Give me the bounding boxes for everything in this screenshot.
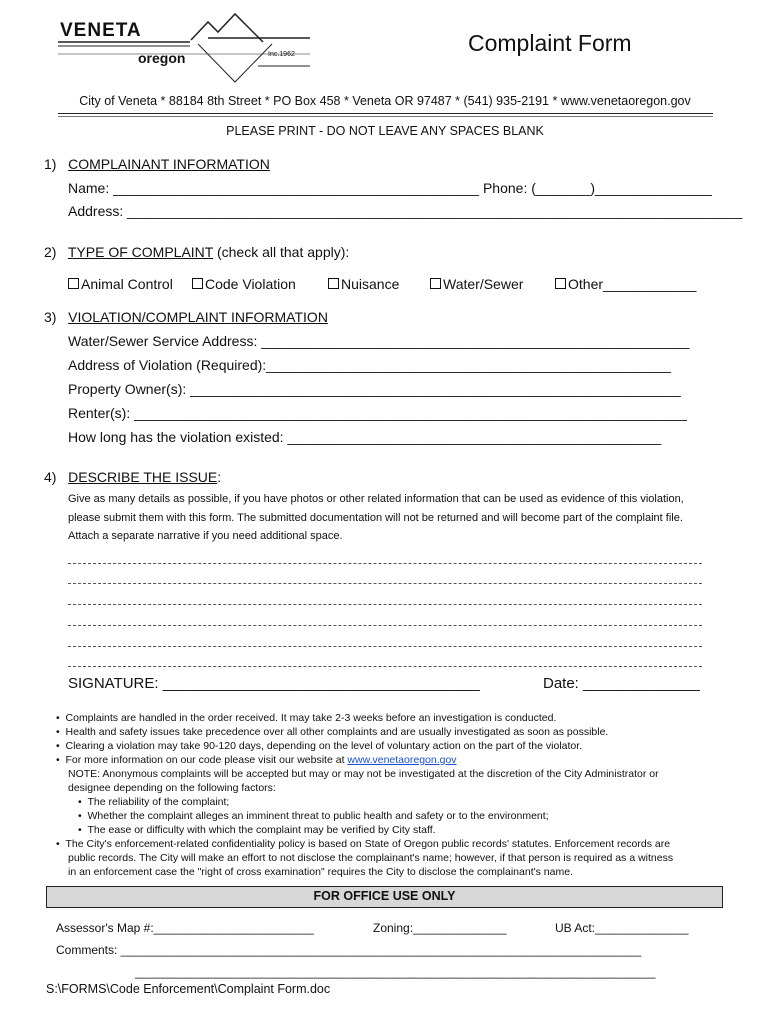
address-field[interactable]: Address: _______________________________________________________________________________ bbox=[68, 203, 743, 219]
checkbox-icon[interactable] bbox=[68, 278, 79, 289]
logo-word-oregon: oregon bbox=[138, 50, 186, 66]
section-1-heading bbox=[44, 156, 270, 172]
note-bullet: • Complaints are handled in the order received. It may take 2-3 weeks before an investigation is conducted. bbox=[56, 712, 557, 724]
section-number: 3) bbox=[44, 309, 57, 325]
checkbox-label: Animal Control bbox=[81, 276, 173, 292]
section-title: TYPE OF COMPLAINT bbox=[67, 244, 214, 260]
office-use-heading: FOR OFFICE USE ONLY bbox=[46, 886, 723, 908]
checkbox-water-sewer[interactable] bbox=[430, 276, 523, 292]
checkbox-icon[interactable] bbox=[555, 278, 566, 289]
describe-instruction-line: Give as many details as possible, if you have photos or other related information that can be used as evidence of this violation, bbox=[68, 493, 684, 505]
logo-incorporated: Inc.1962 bbox=[268, 51, 295, 58]
describe-instruction-line: please submit them with this form. The submitted documentation will not be returned and will become part of the complaint file. bbox=[68, 512, 683, 524]
date-field[interactable]: Date: ______________ bbox=[543, 675, 700, 692]
checkbox-label: Water/Sewer bbox=[443, 276, 524, 292]
describe-instruction-line: Attach a separate narrative if you need additional space. bbox=[68, 530, 343, 542]
factor-bullet: • The ease or difficulty with which the complaint may be verified by City staff. bbox=[78, 824, 436, 836]
assessor-map-field[interactable]: Assessor's Map #:________________________ bbox=[56, 921, 314, 935]
checkbox-icon[interactable] bbox=[192, 278, 203, 289]
section-number: 4) bbox=[44, 469, 57, 485]
header-divider bbox=[58, 113, 713, 114]
section-title: VIOLATION/COMPLAINT INFORMATION bbox=[68, 309, 328, 325]
renter-field[interactable]: Renter(s): _______________________________________________________________________ bbox=[68, 405, 687, 421]
section-colon: : bbox=[217, 469, 222, 485]
ub-account-field[interactable]: UB Act:______________ bbox=[555, 921, 689, 935]
checkbox-label: Code Violation bbox=[205, 276, 296, 292]
note-bullet: • Health and safety issues take precedence over all other complaints and are usually investigated as soon as possible. bbox=[56, 726, 609, 738]
section-number: 2) bbox=[44, 244, 57, 260]
checkbox-animal-control[interactable] bbox=[68, 276, 173, 292]
anonymous-note: NOTE: Anonymous complaints will be accepted but may or may not be investigated at the discretion of the City Administrator or bbox=[68, 768, 659, 780]
note-bullet: • For more information on our code please visit our website at www.venetaoregon.gov bbox=[56, 754, 457, 766]
factor-bullet: • Whether the complaint alleges an imminent threat to public health and safety or to the environment; bbox=[78, 810, 549, 822]
checkbox-icon[interactable] bbox=[430, 278, 441, 289]
section-title: COMPLAINANT INFORMATION bbox=[68, 156, 270, 172]
header-divider-thin bbox=[58, 116, 713, 117]
checkbox-label: Other____________ bbox=[568, 276, 697, 292]
checkbox-code-violation[interactable] bbox=[192, 276, 296, 292]
form-title: Complaint Form bbox=[468, 30, 632, 56]
checkbox-icon[interactable] bbox=[328, 278, 339, 289]
confidentiality-bullet: • The City's enforcement-related confidentiality policy is based on State of Oregon public records' statutes. Enforcement records are bbox=[56, 838, 671, 850]
website-link[interactable]: www.venetaoregon.gov bbox=[347, 754, 457, 766]
description-line[interactable] bbox=[68, 583, 702, 584]
section-2-heading bbox=[44, 244, 349, 260]
description-line[interactable] bbox=[68, 646, 702, 647]
description-line[interactable] bbox=[68, 604, 702, 605]
section-number: 1) bbox=[44, 156, 57, 172]
anonymous-note: designee depending on the following factors: bbox=[68, 782, 276, 794]
veneta-logo bbox=[58, 10, 318, 84]
property-owner-field[interactable]: Property Owner(s): _______________________________________________________________ bbox=[68, 381, 681, 397]
checkbox-label: Nuisance bbox=[341, 276, 400, 292]
water-sewer-address-field[interactable]: Water/Sewer Service Address: _______________________________________________________ bbox=[68, 333, 690, 349]
confidentiality-line: public records. The City will make an effort to not disclose the complainant's name; however, if that person is required as a witness bbox=[68, 852, 674, 864]
note-bullet: • Clearing a violation may take 90-120 days, depending on the level of voluntary action on the part of the violator. bbox=[56, 740, 583, 752]
description-line[interactable] bbox=[68, 625, 702, 626]
comments-field-line2[interactable]: ______________________________________________________________________________ bbox=[135, 965, 656, 979]
file-path-footer: S:\FORMS\Code Enforcement\Complaint Form.doc bbox=[46, 982, 331, 996]
logo-word-veneta: VENETA bbox=[60, 20, 142, 41]
print-instruction: PLEASE PRINT - DO NOT LEAVE ANY SPACES BLANK bbox=[226, 124, 544, 138]
city-address: City of Veneta * 88184 8th Street * PO Box 458 * Veneta OR 97487 * (541) 935-2191 * www.venetaoregon.gov bbox=[79, 94, 691, 108]
section-note: (check all that apply): bbox=[213, 244, 350, 260]
section-3-heading bbox=[44, 309, 328, 325]
factor-bullet: • The reliability of the complaint; bbox=[78, 796, 230, 808]
comments-field[interactable]: Comments: ______________________________________________________________________________ bbox=[56, 943, 642, 957]
signature-field[interactable]: SIGNATURE: ______________________________________ bbox=[68, 675, 480, 692]
violation-duration-field[interactable]: How long has the violation existed: ________________________________________________ bbox=[68, 429, 662, 445]
description-line[interactable] bbox=[68, 666, 702, 667]
checkbox-other[interactable] bbox=[555, 276, 696, 292]
name-phone-field[interactable]: Name: _______________________________________________ Phone: (_______)_______________ bbox=[68, 180, 712, 196]
section-4-heading bbox=[44, 469, 221, 485]
zoning-field[interactable]: Zoning:______________ bbox=[373, 921, 507, 935]
violation-address-field[interactable]: Address of Violation (Required):____________________________________________________ bbox=[68, 357, 672, 373]
section-title: DESCRIBE THE ISSUE bbox=[68, 469, 218, 485]
confidentiality-line: in an enforcement case the "right of cross examination" requires the City to disclose the complainant's name. bbox=[68, 866, 573, 878]
checkbox-nuisance[interactable] bbox=[328, 276, 399, 292]
description-line[interactable] bbox=[68, 563, 702, 564]
